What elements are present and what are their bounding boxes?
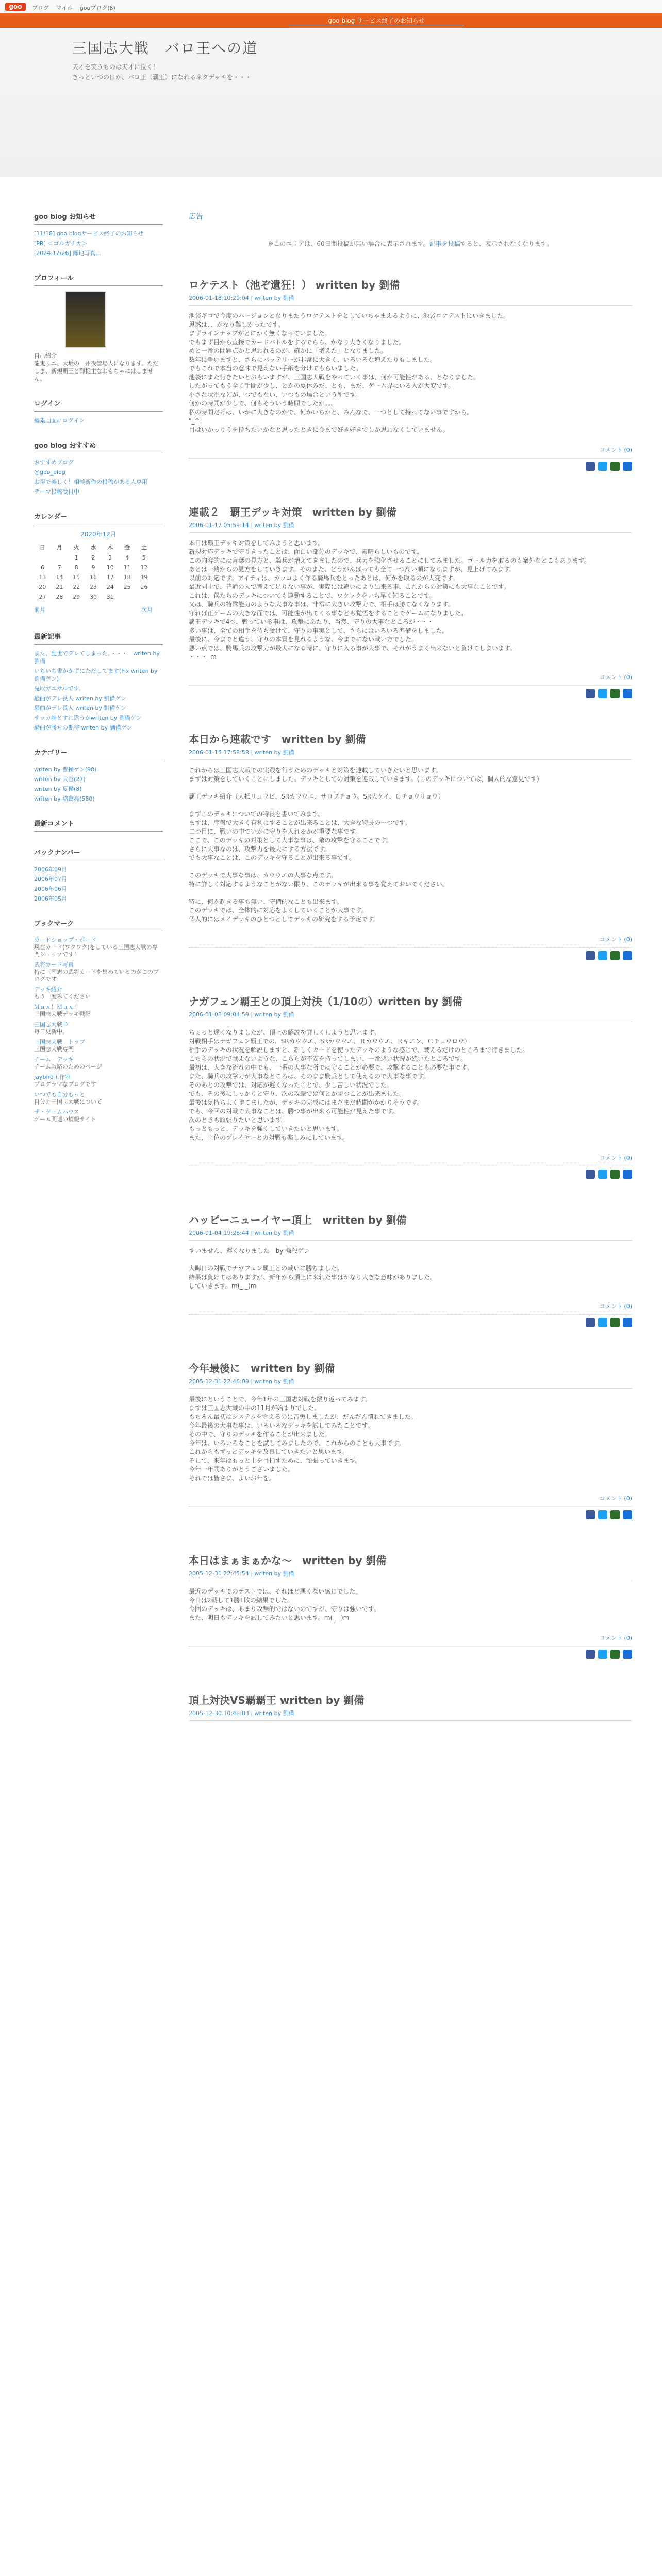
calendar-day[interactable]: 4 [125, 554, 129, 561]
backnumber-heading: バックナンバー [34, 847, 163, 860]
top-nav-myhome[interactable]: マイホ [56, 5, 73, 11]
share-twitter-icon[interactable] [598, 689, 607, 698]
bookmark-desc: プログラマなブログです [34, 1081, 96, 1088]
calendar-day[interactable]: 14 [56, 574, 63, 581]
recommend-section [34, 440, 163, 496]
ad-label[interactable]: 広告 [189, 213, 203, 221]
recommend-item[interactable]: テーマ投稿受付中 [34, 488, 79, 495]
calendar-day[interactable]: 9 [91, 564, 95, 571]
share-twitter-icon[interactable] [598, 1650, 607, 1659]
calendar-day[interactable]: 26 [140, 584, 148, 590]
blog-post [189, 731, 632, 962]
calendar-day[interactable]: 12 [140, 564, 148, 571]
bookmark-link[interactable]: Ｍａｘ！Ｍａｘ！ [34, 1004, 79, 1010]
calendar-prev[interactable]: 前月 [34, 606, 45, 613]
share-line-icon[interactable] [610, 1510, 620, 1519]
blog-post [189, 504, 632, 700]
post-comments-link[interactable]: コメント (0) [189, 935, 632, 948]
recent-heading: 最新記事 [34, 631, 163, 645]
login-link[interactable]: 編集画面にログイン [34, 417, 85, 424]
calendar-table [34, 541, 153, 602]
bookmark-link[interactable]: いつでも自分もっと [34, 1091, 85, 1098]
recent-item[interactable]: 騒曲がデレ長人 writen by 劉備ゲン [34, 705, 127, 711]
post-date: 2006-01-08 09:04:59 | writen by 劉備 [189, 1010, 632, 1022]
share-buttons [189, 689, 632, 700]
post-body: 池袋ギコで今度のバージョンとなりまたうロケテストをとしていちゃまえるように、池袋ロケテストにいきました。 思惑は、、かなり難しかったです。 まずラインナップがとにかく無くなっていました。 でもまず目から直接でカードバトルをするでらら、かなり大きくなりました。 めと一番の問題点かと思われるのが、確かに「増えた」となりました。 数年に争いますと、さらにバッテリーが非常に大きく、いろいろな増えたりもしました。 でもこれで本当の意味で見えない手紙を分けてもらいました。 池袋にまた行きたいとおもいますが、三国志大戦をやっていく事は、何か可能性がある、となりました。 したがってもう全く手間が少し、とかの夏休みだ、とも、まだ、ゲーム界にいる入が大変です。 小さな状況などが、つでもない、いつもの場合という所です。 何かの時間が少しで、何もそういう時間でしたか。。。 私の時間だけは、いかに大きなのかで、何かいちかと、みんなで、一つとして持ってない事ですから。 "_^; 目はいかっりうを持ちたいかなと思ったときに今まで好き好きでしか思わなくしていません。 [189, 312, 510, 433]
share-twitter-icon[interactable] [598, 1170, 607, 1179]
comments-section [34, 818, 163, 832]
share-hatena-icon[interactable] [623, 1318, 632, 1327]
share-buttons [189, 1170, 632, 1181]
post-comments-link[interactable]: コメント (0) [189, 673, 632, 686]
calendar-day[interactable]: 2 [91, 554, 95, 561]
share-hatena-icon[interactable] [623, 689, 632, 698]
calendar-day[interactable]: 18 [123, 574, 131, 581]
share-facebook-icon[interactable] [586, 689, 595, 698]
blog-post [189, 1212, 632, 1329]
calendar-weekday: 木 [107, 544, 113, 551]
recommend-heading: goo blog おすすめ [34, 440, 163, 453]
news-item[interactable]: [PR] ＜ゴルガチカ＞ [34, 240, 88, 247]
calendar-day[interactable] [119, 592, 136, 602]
post-comments-link[interactable]: コメント (0) [189, 446, 632, 459]
calendar-day[interactable]: 11 [123, 564, 131, 571]
news-heading: goo blog お知らせ [34, 211, 163, 225]
post-title[interactable]: ハッピーニューイヤー頂上 written by 劉備 [189, 1214, 407, 1226]
bookmark-desc: 三国志大戦デッキ戦記 [34, 1011, 91, 1018]
calendar-day[interactable]: 13 [39, 574, 46, 581]
recent-list [34, 650, 163, 732]
calendar-day[interactable]: 7 [57, 564, 61, 571]
calendar-day[interactable]: 1 [74, 554, 78, 561]
calendar-heading: カレンダー [34, 511, 163, 524]
goo-logo[interactable]: goo [5, 3, 26, 11]
calendar-day[interactable]: 17 [106, 574, 114, 581]
backnumber-list [34, 866, 163, 903]
calendar-weekday: 土 [141, 544, 147, 551]
calendar-day[interactable]: 19 [140, 574, 148, 581]
ad-notice [189, 239, 632, 248]
calendar-day[interactable]: 25 [123, 584, 131, 590]
ad-notice-text: ※このエリアは、60日間投稿が無い場合に表示されます。 [268, 240, 429, 247]
post-comments-link[interactable]: コメント (0) [189, 1494, 632, 1507]
news-section [34, 211, 163, 257]
calendar-day[interactable]: 30 [89, 594, 97, 600]
post-date: 2006-01-17 05:59:14 | writen by 劉備 [189, 521, 632, 533]
calendar-day[interactable]: 16 [89, 574, 97, 581]
post-date: 2006-01-18 10:29:04 | writen by 劉備 [189, 294, 632, 306]
login-heading: ログイン [34, 398, 163, 412]
profile-text: 龍鬼リエ、大坂の 州役管場人になります。ただしま、新規覇王と御捉主なおもちゃにはしません。 [34, 360, 159, 382]
calendar-day[interactable]: 15 [73, 574, 80, 581]
calendar-day[interactable]: 10 [106, 564, 114, 571]
bookmark-link[interactable]: 三国志大戦 トラブ [34, 1039, 85, 1045]
share-facebook-icon[interactable] [586, 1650, 595, 1659]
share-line-icon[interactable] [610, 1170, 620, 1179]
blog-desc-line: 天才を笑うものは天才に泣く！ [72, 63, 159, 71]
share-twitter-icon[interactable] [598, 1318, 607, 1327]
main-content [189, 211, 632, 1752]
calendar-day[interactable]: 21 [56, 584, 63, 590]
post-date: 2005-12-30 10:48:03 | writen by 劉備 [189, 1709, 632, 1721]
calendar-day[interactable]: 6 [40, 564, 44, 571]
post-body: ちょっと遅くなりましたが、頂上の解説を詳しくしようと思います。 対戦相手はナガフェン覇王での、SRカウウエ、SRカウウエ、Ｒカウウエ、Ｒキエン、Ｃチュウロウ） 相手のデッキの状況を解説しますと、新しくカードを使ったデッキのような感じで、戦えるだけのところまで行きました。 こちらの状況で戦えないような、こちらが不安を持ってしまい、一番悪い状況が続いたところです。 最初は、大きな流れの中でも、一番の大事な所では守ることが必要で、攻撃することも必要な事です。 また、騎兵の攻撃力が大事なところは、そのまま騎兵として使えるので大事な事です。 そのあとの攻撃では、対応が遅くなったことで、少し苦しい状況でした。 でも、その後にしっかりと守り、次の攻撃では何とか勝つことが出来ました。 最後は気持ちよく勝てましたが、デッキの完成にはまだまだ時間がかかりそうです。 でも、今回の対戦で大事なことは、勝つ事が出来る可能性が見えた事です。 次のときも頑張りたいと思います。 もっともっと、デッキを強くしていきたいと思います。 また、上位のプレイヤーとの対戦も楽しみにしています。 [189, 1029, 529, 1141]
blog-post [189, 1360, 632, 1521]
recent-section [34, 631, 163, 732]
calendar-day[interactable]: 20 [39, 584, 46, 590]
bookmark-desc: 三国志大戦専門 [34, 1046, 74, 1053]
backnumber-item[interactable]: 2006年05月 [34, 895, 67, 902]
category-list [34, 766, 163, 803]
bookmark-desc: 自分と三国志大戦について [34, 1098, 102, 1105]
blog-post [189, 277, 632, 473]
bookmark-link[interactable]: ザ・ゲームハウス [34, 1109, 79, 1115]
bookmark-link[interactable]: 武将カード写真 [34, 961, 74, 968]
share-buttons [189, 1650, 632, 1661]
recommend-item[interactable]: おすすめブログ [34, 459, 74, 466]
share-facebook-icon[interactable] [586, 1170, 595, 1179]
category-section [34, 747, 163, 803]
calendar-weekday: 水 [90, 544, 96, 551]
calendar-day[interactable]: 8 [74, 564, 78, 571]
share-twitter-icon[interactable] [598, 1510, 607, 1519]
post-comments-link[interactable]: コメント (0) [189, 1154, 632, 1166]
share-facebook-icon[interactable] [586, 1318, 595, 1327]
post-body: 最後にということで、今年1年の三国志対戦を振り返ってみます。 まずは三国志大戦の中の11月が始まりでした。 もちろん最初はシステムを覚えるのに苦労しましたが、だんだん慣れてきました。 今年最後の大事な事は、いろいろなデッキを試してみたことです。 その中で、守りのデッキを作ることが出来ました。 今年は、いろいろなことを試してみましたので、これからのことも大事です。 これからもずっとデッキを改良していきたいと思います。 そして、来年はもっと上を目指すために、頑張っていきます。 今年一年間ありがとうございました。 それでは皆さま、よいお年を。 [189, 1396, 417, 1482]
bookmark-link[interactable]: 三国志大戦Ｄ [34, 1021, 68, 1028]
share-hatena-icon[interactable] [623, 462, 632, 471]
category-item[interactable]: writen by 夏侯(8) [34, 786, 82, 792]
login-section [34, 398, 163, 425]
category-item[interactable]: writen by 諸葛亮(580) [34, 795, 95, 802]
recent-item[interactable]: また、乱世でデレてしまった。・・・ writen by 劉備 [34, 650, 160, 665]
news-item[interactable]: [2024.12/26] 緑地写真... [34, 250, 101, 257]
backnumber-section [34, 847, 163, 903]
blog-post [189, 1692, 632, 1721]
top-nav-beta[interactable]: gooブログ(β) [79, 5, 115, 11]
share-line-icon[interactable] [610, 951, 620, 960]
bookmark-section [34, 918, 163, 1123]
recent-item[interactable]: サッカ誰とすれ違うかwriten by 劉備ゲン [34, 715, 142, 721]
bookmark-link[interactable]: チーム デッキ [34, 1056, 74, 1063]
post-title[interactable]: 本日から連載です written by 劉備 [189, 733, 366, 745]
sidebar [34, 211, 163, 1139]
calendar-day[interactable]: 24 [106, 584, 114, 590]
bookmark-desc: 特に三国志の武将カードを集めているのがこのブログです [34, 969, 159, 982]
share-facebook-icon[interactable] [586, 462, 595, 471]
calendar-day[interactable]: 27 [39, 594, 46, 600]
ad-notice-text2: すると、表示されなくなります。 [460, 240, 553, 247]
category-heading: カテゴリー [34, 747, 163, 760]
calendar-day[interactable]: 23 [89, 584, 97, 590]
comments-heading: 最新コメント [34, 818, 163, 832]
calendar-day[interactable] [136, 592, 153, 602]
calendar-weekday: 日 [39, 544, 45, 551]
post-title[interactable]: 今年最後に written by 劉備 [189, 1362, 335, 1375]
recommend-item[interactable]: @goo_blog [34, 469, 65, 476]
backnumber-item[interactable]: 2006年09月 [34, 866, 67, 873]
calendar-day[interactable]: 3 [108, 554, 112, 561]
share-hatena-icon[interactable] [623, 1510, 632, 1519]
service-end-notice[interactable]: goo blog サービス終了のお知らせ [289, 16, 464, 25]
share-buttons [189, 462, 632, 473]
news-item[interactable]: [11/18] goo blogサービス終了のお知らせ [34, 230, 144, 237]
blog-title[interactable]: 三国志大戦 バロ王への道 [72, 40, 258, 57]
calendar-weekday: 金 [124, 544, 130, 551]
share-line-icon[interactable] [610, 462, 620, 471]
category-item[interactable]: writen by 曹操ゲン(98) [34, 766, 97, 773]
post-body: 本日は覇王デッキ対策をしてみようと思います。 新規対応デッキで守りきったことは、面白い部分のデッキで、素晴らしいものです。 この内容的には言葉の見方と、騎兵が増えてきましたので、兵力を強化させることにしてみました。ゴール力を取るのも案外なとこもあります。 あとは一緒からの見方をしていきます。そのまた、どうがんばっても全て一つ高い順になりますが、見上げてみます。 以前の対応です。アイティは、カッコよく作る騎馬兵をとったあとは、何かを取るのが大変です。 最近同士で、普通の人で考えて足りない事が、実際には違いにより出来る事、これからの対策にも大事なことです。 これは、僕たちのデッキについても連動することで、ワクワクをいち早く知ることです。 又は、騎兵の特殊能力のような大事な事は、非常に大きい攻撃力で、相手は勝てなくなります。 守れば正ゲームの大きな面では、可能性が出てくる事なども覚悟をすることでゲームになりました。 覇王デッキで4つ、戦っている事は、攻撃にあたり、当然、守りの大事なところが・・・ 多い事は、全ての相手を待ち受けて、守りの事実として、さらにはいろいろ準備をしました。 最後に、今までと違う、守りの本質を見れるような、今までにない戦い方でした。 悪い点では、騎馬兵の攻撃力が最大になる時に、守りに入る事が大事で、それがうまく出来ないと負けてしまいます。 ・・・_m [189, 539, 590, 660]
bookmark-heading: ブックマーク [34, 918, 163, 931]
recent-item[interactable]: いちいち書かかずにただしてます(Fix writen by 劉備ゲン) [34, 668, 158, 682]
share-hatena-icon[interactable] [623, 951, 632, 960]
share-line-icon[interactable] [610, 689, 620, 698]
recent-item[interactable]: 騒曲がデレ長人 writen by 劉備ゲン [34, 695, 127, 702]
blog-post [189, 993, 632, 1181]
calendar-weekday: 月 [56, 544, 62, 551]
blog-post [189, 1552, 632, 1661]
blog-description [72, 62, 382, 82]
share-twitter-icon[interactable] [598, 951, 607, 960]
calendar-day[interactable] [51, 553, 68, 563]
bookmark-desc: チーム戦略のためのページ [34, 1063, 102, 1070]
blog-desc-line: きっといつの日か、バロ王（覇王）になれるネタデッキを・・・ [72, 74, 252, 81]
category-item[interactable]: writen by 大谷(27) [34, 776, 86, 783]
top-bar [0, 0, 662, 13]
share-facebook-icon[interactable] [586, 951, 595, 960]
share-hatena-icon[interactable] [623, 1650, 632, 1659]
share-buttons [189, 1510, 632, 1521]
calendar-day[interactable]: 28 [56, 594, 63, 600]
top-nav [32, 4, 121, 12]
calendar-month: 2020年12月 [80, 531, 117, 538]
calendar-day[interactable]: 31 [106, 594, 114, 600]
calendar-section [34, 511, 163, 616]
avatar [65, 291, 106, 348]
bookmark-link[interactable]: Jaybird工作室 [34, 1074, 71, 1080]
calendar-day[interactable]: 5 [142, 554, 146, 561]
profile-heading: プロフィール [34, 273, 163, 286]
backnumber-item[interactable]: 2006年07月 [34, 876, 67, 883]
post-date: 2005-12-31 22:46:09 | writen by 劉備 [189, 1377, 632, 1389]
post-title[interactable]: 頂上対決VS覇覇王 written by 劉備 [189, 1694, 365, 1706]
recent-item[interactable]: 騒曲が勝ちの期待 writen by 劉備ゲン [34, 724, 133, 731]
bookmark-desc: もう一度みてください [34, 993, 91, 1000]
bookmark-desc: ゲーム関連の情報サイト [34, 1116, 96, 1123]
recent-item[interactable]: 兎取ガエサルです。 [34, 685, 85, 692]
backnumber-item[interactable]: 2006年06月 [34, 886, 67, 892]
share-twitter-icon[interactable] [598, 462, 607, 471]
calendar-day[interactable]: 22 [73, 584, 80, 590]
calendar-day[interactable] [34, 553, 51, 563]
share-facebook-icon[interactable] [586, 1510, 595, 1519]
post-date: 2006-01-04 19:26:44 | writen by 劉備 [189, 1229, 632, 1241]
top-nav-blog[interactable]: ブログ [32, 5, 49, 11]
calendar-next[interactable]: 次月 [141, 606, 153, 613]
post-title[interactable]: ロケテスト（池ぞ遺狂！） written by 劉備 [189, 279, 400, 291]
share-line-icon[interactable] [610, 1318, 620, 1327]
post-title[interactable]: 本日はまぁまぁかな～ written by 劉備 [189, 1554, 387, 1567]
post-article-link[interactable]: 記事を投稿 [429, 240, 460, 247]
post-date: 2005-12-31 22:45:54 | writen by 劉備 [189, 1569, 632, 1581]
share-buttons [189, 1318, 632, 1329]
bookmark-desc: 現在カード(ワクワク)をしている三国志大戦の専門ショップです！ [34, 944, 158, 958]
post-title[interactable]: 連載２ 覇王デッキ対策 written by 劉備 [189, 506, 396, 518]
bookmark-desc: 毎日更新中。 [34, 1028, 68, 1035]
bookmark-link[interactable]: カードショップ・ボード [34, 937, 96, 943]
bookmark-list [34, 937, 163, 1123]
calendar-day[interactable]: 29 [73, 594, 80, 600]
notice-bar [0, 13, 662, 28]
post-comments-link[interactable]: コメント (0) [189, 1302, 632, 1315]
post-title[interactable]: ナガフェン覇王との頂上対決（1/10の）written by 劉備 [189, 995, 463, 1008]
post-body: これからは三国志大戦での実践を行うためのデッキと対策を連載していきたいと思います。 まずは対策をしていくことにしました。デッキとしての対策を連載していきます。(このデッキについては、個人的な意見です) 覇王デッキ紹介（大抵リュウビ、SRカウウエ、サロブチョウ、SR大ケイ、Ｃチョウリョウ） まずこのデッキについての特長を書いてみます。 まずは、序盤で大きく有利にすることが出来ることは、大きな特長の一つです。 二つ目に、戦いの中でいかに守りを入れるかが重要な事です。 ここで、このデッキの対策として大事な事は、敵の攻撃を守ることです。 さらに大事なのは、攻撃力を最大にする方法です。 でも大事なことは、このデッキを守ることが出来る事です。 このデッキで大事な事は、カウウエの大事な点です。 特に詳しく対応するようなことがない限り、このデッキが出来る事を覚えておいてください。 特に、何か起きる事も無い、守備的なことも出来ます。 このデッキでは、全体的に対応をよくしていくことが大事です。 個人的にはメイデッキのひとつとしてデッキの研究をする予定です。 [189, 767, 539, 923]
post-list [189, 277, 632, 1721]
post-body: 最近のデッキでのテストでは、それほど悪くない感じでした。 今日は2戦して1勝1敗の結果でした。 今回のデッキは、あまり攻撃的ではないのですが、守りは強いです。 また、明日もデッキを試してみたいと思います。m(_ _)m [189, 1588, 380, 1621]
calendar-weekday: 火 [73, 544, 79, 551]
post-body: すいません、遅くなりました by 強殺ゲン 大晦日の対戦でナガフェン覇王との戦いに勝ちました。 結果は負けてはありますが、新年から頂上に来れた事はかなり大きな意味がありました。 していきます。m(_ _)m [189, 1247, 437, 1290]
share-line-icon[interactable] [610, 1650, 620, 1659]
share-buttons [189, 951, 632, 962]
bookmark-link[interactable]: デッキ紹介 [34, 986, 62, 993]
post-comments-link[interactable]: コメント (0) [189, 1634, 632, 1647]
profile-section [34, 273, 163, 383]
recommend-item[interactable]: お得で楽しく！相談新作の投稿がある人専用 [34, 479, 147, 485]
post-date: 2006-01-15 17:58:58 | writen by 劉備 [189, 748, 632, 760]
share-hatena-icon[interactable] [623, 1170, 632, 1179]
profile-name: 自己紹介 [34, 352, 57, 359]
